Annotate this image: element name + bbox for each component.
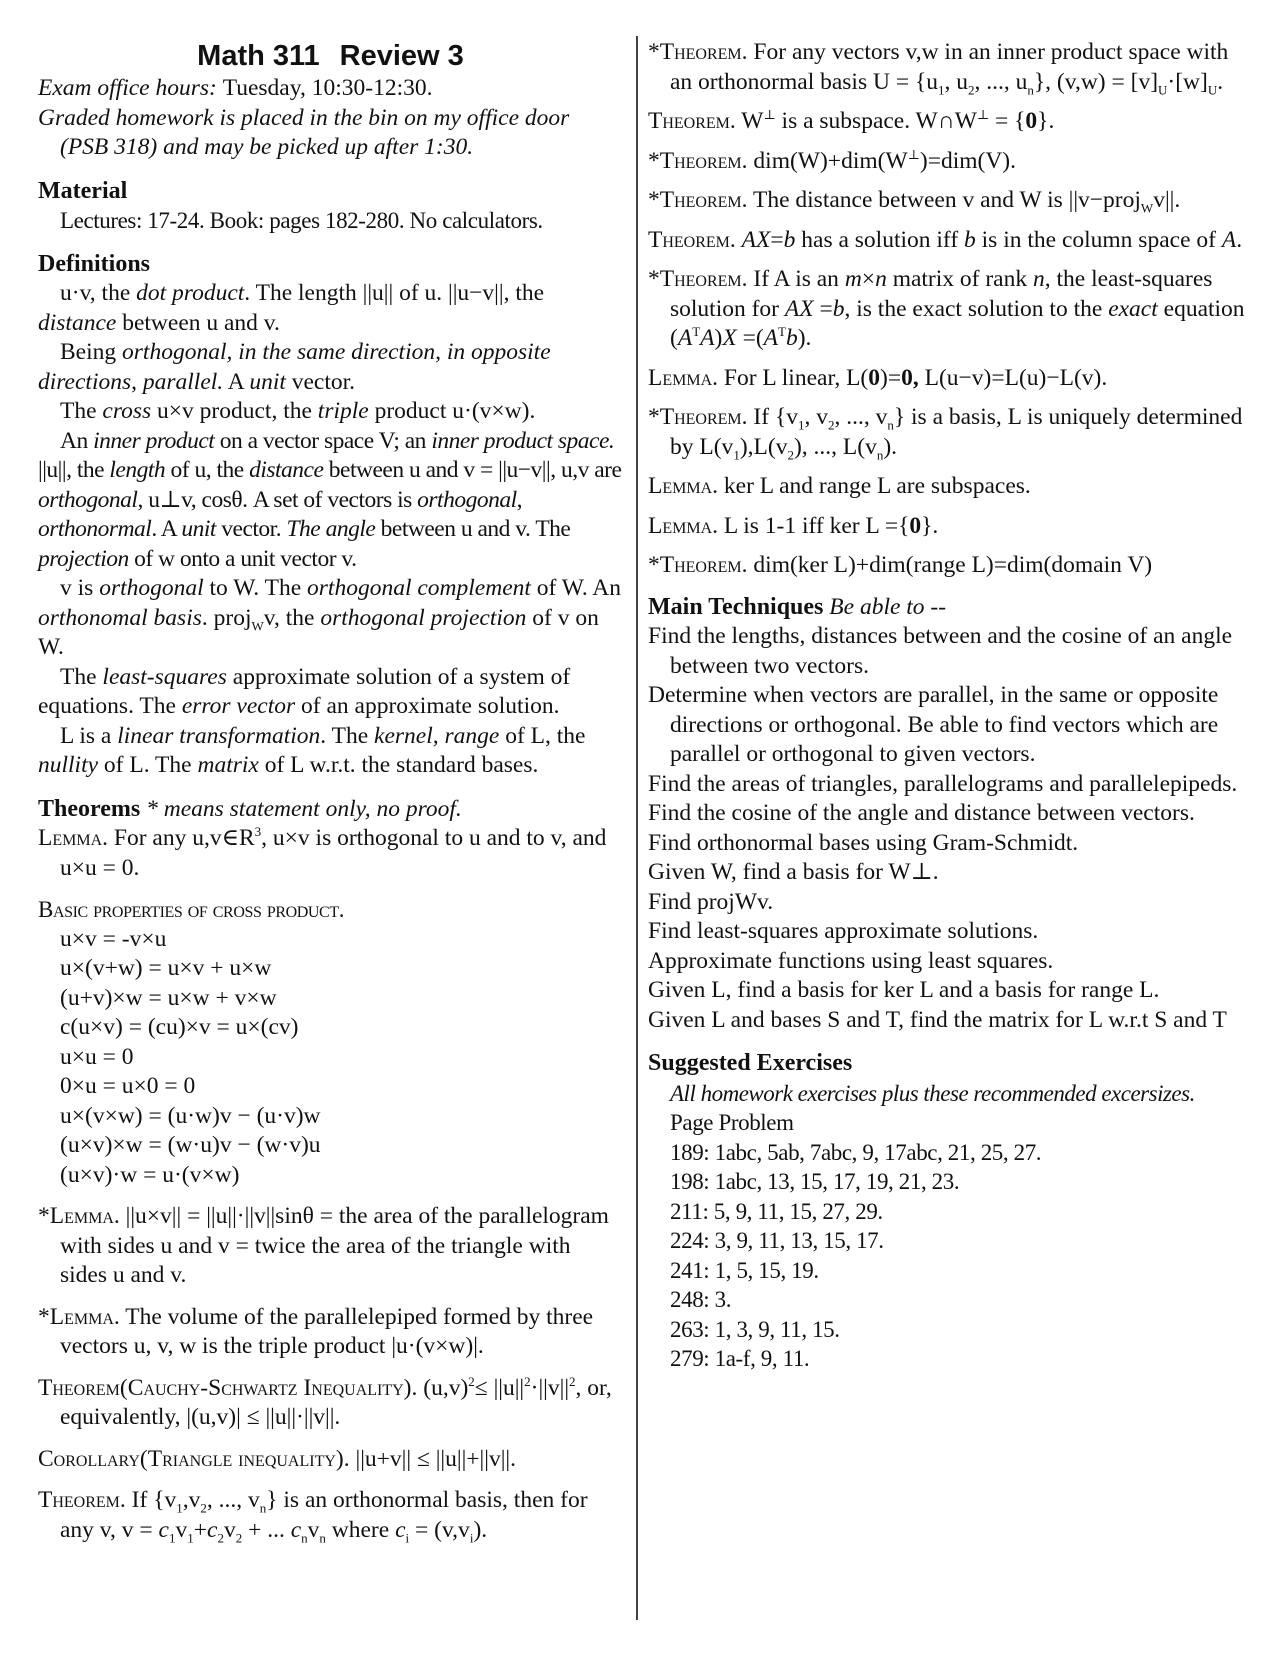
- list-item: Given L, find a basis for ker L and a basis for range L.: [648, 977, 1160, 1003]
- theorem-subspace: Theorem. W⊥ is a subspace. W∩W⊥ = {0}.: [648, 107, 1055, 134]
- suggested-exercises-section: [648, 1049, 1248, 1374]
- definition-orthogonal-complement: v is orthogonal to W. The orthogonal complement of W. An orthonomal basis. proj$_W$v, the orthogonal projection of v on W.: [38, 575, 622, 660]
- theorems-section: [38, 795, 623, 1546]
- list-item: 0×u = u×0 = 0: [60, 1073, 196, 1099]
- list-item: Given W, find a basis for W⊥.: [648, 859, 939, 885]
- left-column: [38, 38, 623, 1545]
- theorem-basis-determines: *Theorem. If {$v_1$, $v_2$, ..., $v_n$} is a basis, L is uniquely determined by $L(v_1),L(v_2)$, ..., $L(v_n)$.: [648, 404, 1243, 463]
- table-row: 263: 1, 3, 9, 11, 15.: [670, 1316, 840, 1342]
- theorem-rank-nullity: *Theorem. dim(ker L)+dim(range L)=dim(domain V): [648, 552, 1153, 578]
- theorem-inner-product-coords: *Theorem. For any vectors v,w in an inner product space with an orthonormal basis $U = \{u_1$, $u_2$, ..., $u_n$}, $(v,w) = [v]_U\cdot[w]_U$.: [648, 39, 1229, 98]
- office-hours: Exam office hours: Tuesday, 10:30-12:30.: [38, 75, 433, 101]
- definition-dot-product: u·v, the dot product. The length ||u|| of u. ||u−v||, the distance between u and v.: [38, 280, 545, 336]
- list-item: Find the lengths, distances between and the cosine of an angle between two vectors.: [648, 623, 1233, 679]
- table-row: 279: 1a-f, 9, 11.: [670, 1346, 810, 1371]
- list-item: (u×v)×w = (w·u)v − (w·v)u: [60, 1132, 321, 1158]
- list-item: Find the areas of triangles, parallelograms and parallelepipeds.: [648, 770, 1238, 797]
- material-text: Lectures: 17-24. Book: pages 182-280. No calculators.: [60, 208, 543, 233]
- definitions-heading: Definitions: [38, 250, 151, 277]
- main-techniques-section: [648, 593, 1248, 1036]
- right-column: [648, 38, 1248, 1374]
- table-row: 189: 1abc, 5ab, 7abc, 9, 17abc, 21, 25, 27.: [670, 1139, 1042, 1165]
- table-row: 198: 1abc, 13, 15, 17, 19, 21, 23.: [670, 1169, 960, 1194]
- cross-product-properties: [38, 925, 623, 1191]
- lemma-one-to-one: Lemma. L is 1-1 iff ker L ={0}.: [648, 512, 939, 539]
- theorem-least-squares: *Theorem. If A is an m×n matrix of rank n, the least-squares solution for AX =b, is the exact solution to the exact equation $(A^TA)X =(A^Tb)$.: [648, 266, 1245, 351]
- theorem-cauchy-schwartz: Theorem(Cauchy-Schwartz Inequality). $(u,v)^2\le ||u||^2\cdot||v||^2$, or, equivalently, |(u,v)| ≤ ||u||·||v||.: [38, 1373, 612, 1430]
- list-item: Determine when vectors are parallel, in the same or opposite directions or orthogonal. Be able to find vectors which are parallel or orthogonal to given vectors.: [648, 682, 1219, 767]
- corollary-triangle: Corollary(Triangle inequality). ||u+v|| ≤ ||u||+||v||.: [38, 1445, 516, 1472]
- main-techniques-heading-line: Main Techniques Be able to --: [648, 593, 947, 620]
- page-title: Math 311 Review 3: [197, 40, 464, 72]
- list-item: Given L and bases S and T, find the matrix for L w.r.t S and T: [648, 1006, 1227, 1033]
- definition-orthogonal: Being orthogonal, in the same direction, in opposite directions, parallel. A unit vector.: [38, 339, 551, 395]
- list-item: Find the cosine of the angle and distance between vectors.: [648, 800, 1195, 826]
- definitions-section: [38, 250, 623, 781]
- table-row: 224: 3, 9, 11, 13, 15, 17.: [670, 1228, 884, 1253]
- material-heading: Material: [38, 177, 128, 204]
- list-item: Find least-squares approximate solutions.: [648, 918, 1039, 944]
- list-item: u×(v×w) = (u·w)v − (u·v)w: [60, 1102, 321, 1129]
- list-item: Approximate functions using least squares.: [648, 947, 1054, 974]
- list-item: u×(v+w) = u×v + u×w: [60, 955, 272, 981]
- list-item: Find orthonormal bases using Gram-Schmidt.: [648, 829, 1079, 856]
- column-divider: [636, 36, 638, 1620]
- list-item: c(u×v) = (cu)×v = u×(cv): [60, 1014, 299, 1040]
- cross-product-properties-title: Basic properties of cross product.: [38, 897, 345, 922]
- definition-cross-product: The cross u×v product, the triple product u·(v×w).: [60, 398, 536, 424]
- suggested-exercises-note: All homework exercises plus these recommended excersizes.: [670, 1080, 1195, 1106]
- lemma-parallelepiped: *Lemma. The volume of the parallelepiped formed by three vectors u, v, w is the triple product |u·(v×w)|.: [38, 1303, 594, 1359]
- lemma-ker-range: Lemma. ker L and range L are subspaces.: [648, 473, 1031, 499]
- table-row: 248: 3.: [670, 1287, 732, 1312]
- definition-inner-product: An inner product on a vector space V; an inner product space. ||u||, the length of u, the distance between u and v = ||u−v||, u,v are orthogonal, u⊥v, cosθ. A set of vectors is orthogonal, orthonormal. A unit vector. The angle between u and v. The projection of w onto a unit vector v.: [38, 427, 622, 572]
- list-item: u×u = 0: [60, 1043, 134, 1070]
- lemma-linear: Lemma. For L linear, L(0)=0, L(u−v)=L(u)−L(v).: [648, 364, 1108, 391]
- lemma-cross-orthogonal: Lemma. For any $u,v\in R^3$, u×v is orthogonal to u and to v, and u×u = 0.: [38, 824, 607, 881]
- theorem-orthonormal-basis: Theorem. If {$v_1,v_2$, ..., $v_n$} is an orthonormal basis, then for any v, $v = c_1v_1+c_2v_2$ + ... $c_nv_n$ where $c_i = (v,v_i)$.: [38, 1487, 588, 1546]
- theorem-dimension: *Theorem. dim(W)+dim(W⊥)=dim(V).: [648, 146, 1017, 174]
- homework-note: Graded homework is placed in the bin on my office door (PSB 318) and may be picked up after 1:30.: [38, 104, 570, 160]
- list-item: (u+v)×w = u×w + v×w: [60, 984, 277, 1011]
- exercise-table-header: Page Problem: [670, 1110, 794, 1135]
- list-item: u×v = -v×u: [60, 925, 167, 952]
- table-row: 211: 5, 9, 11, 15, 27, 29.: [670, 1198, 883, 1224]
- table-row: 241: 1, 5, 15, 19.: [670, 1257, 819, 1283]
- theorem-column-space: Theorem. AX=b has a solution iff b is in the column space of A.: [648, 226, 1243, 253]
- definition-linear-transformation: L is a linear transformation. The kernel, range of L, the nullity of L. The matrix of L w.r.t. the standard bases.: [38, 722, 586, 778]
- list-item: (u×v)·w = u·(v×w): [60, 1161, 240, 1188]
- theorems-heading-line: Theorems * means statement only, no proof.: [38, 795, 462, 822]
- theorem-distance: *Theorem. The distance between v and W is ||v−proj$_W$v||.: [648, 187, 1181, 216]
- material-section: [38, 177, 623, 236]
- suggested-exercises-heading: Suggested Exercises: [648, 1050, 853, 1076]
- list-item: Find projWv.: [648, 888, 774, 915]
- lemma-cross-norm: *Lemma. ||u×v|| = ||u||·||v||sinθ = the area of the parallelogram with sides u and v = twice the area of the triangle with sides u and v.: [38, 1203, 609, 1288]
- definition-least-squares: The least-squares approximate solution of a system of equations. The error vector of an approximate solution.: [38, 663, 571, 719]
